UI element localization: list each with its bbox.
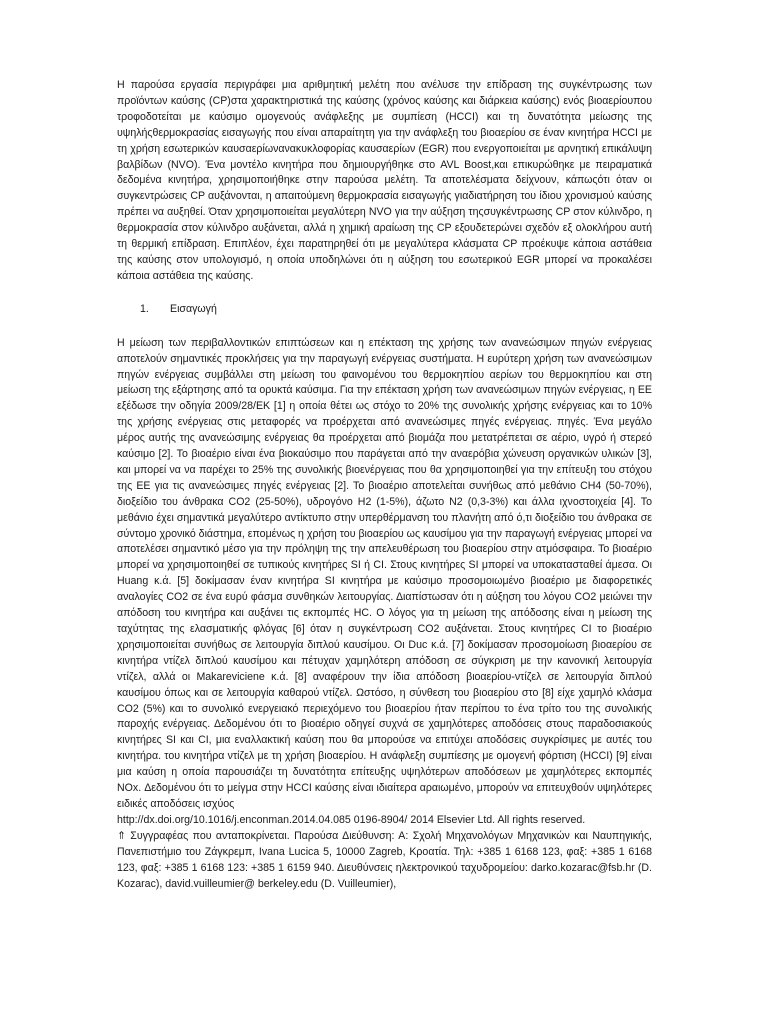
section-heading [117, 302, 652, 318]
abstract-paragraph: Η παρούσα εργασία περιγράφει μια αριθμητική μελέτη που ανέλυσε την επίδραση της συγκέντρωσης των προϊόντων καύσης (CP)στα χαρακτηριστικά της καύσης (χρόνος καύσης και διάρκεια καύσης) ενός βιοαερίουπου τροφοδοτείται με καύσιμο ομογενούς ανάφλεξης με συμπίεση (HCCI) και τη δυνατότητα μείωσης της υψηλήςθερμοκρασίας εισαγωγής που είναι απαραίτητη για την ανάφλεξη του βιοαερίου σε έναν κινητήρα HCCI με τη χρήση εσωτερικών καυσαερίωνανακυκλοφορίας καυσαερίων (EGR) που ενεργοποιείται με αρνητική επικάλυψη βαλβίδων (NVO). Ένα μοντέλο κινητήρα που δημιουργήθηκε στο AVL Boost,και επικυρώθηκε με πειραματικά δεδομένα κινητήρα, χρησιμοποιήθηκε στην παρούσα μελέτη. Τα αποτελέσματα δείχνουν, κάπωςότι όταν οι συγκεντρώσεις CP αυξάνονται, η απαιτούμενη θερμοκρασία εισαγωγής γιαδιατήρηση του ίδιου χρονισμού καύσης πρέπει να αυξηθεί. Όταν χρησιμοποιείται μεγαλύτερη NVO για την αύξηση τηςσυγκέντρωσης CP στον κύλινδρο, η θερμοκρασία στον κύλινδρο αυξάνεται, αλλά η χημική αραίωση της CP εξουδετερώνει σχεδόν εξ ολοκλήρου αυτή τη θερμική επίδραση. Επιπλέον, έχει παρατηρηθεί ότι με μεγαλύτερα κλάσματα CP προέκυψε κάποια αστάθεια της καύσης στον υπολογισμό, η οποία υποδηλώνει ότι η αύξηση του εσωτερικού EGR μπορεί να προκαλέσει κάποια αστάθεια της καύσης. [117, 79, 652, 282]
section-title: Εισαγωγή [170, 302, 217, 315]
document-page [117, 78, 652, 892]
doi-line: http://dx.doi.org/10.1016/j.enconman.2014.04.085 0196-8904/ 2014 Elsevier Ltd. All rights reserved. [117, 813, 586, 826]
section-number: 1. [140, 302, 149, 315]
introduction-paragraph: Η μείωση των περιβαλλοντικών επιπτώσεων και η επέκταση της χρήσης των ανανεώσιμων πηγών ενέργειας αποτελούν σημαντικές προκλήσεις για την παραγωγή ενέργειας συστήματα. Η ευρύτερη χρήση των ανανεώσιμων πηγών ενέργειας συμβάλλει στη μείωση του φαινομένου του θερμοκηπίου αερίων του θερμοκηπίου και στη μείωση της εξάρτησης από τα ορυκτά καύσιμα. Για την επέκταση χρήση των ανανεώσιμων πηγών ενέργειας, η ΕΕ εξέδωσε την οδηγία 2009/28/EK [1] η οποία θέτει ως στόχο το 20% της συνολικής χρήσης ενέργειας και το 10% της χρήσης ενέργειας στις μεταφορές να προέρχεται από ανανεώσιμες πηγές ενέργειας. πηγές. Ένα μεγάλο μέρος αυτής της ανανεώσιμης ενέργειας θα προέρχεται από βιομάζα που μετατρέπεται σε αέριο, υγρό ή στερεό καύσιμο [2]. Το βιοαέριο είναι ένα βιοκαύσιμο που παράγεται από την αναερόβια χώνευση οργανικών υλικών [3], και μπορεί να να παρέχει το 25% της συνολικής βιοενέργειας που θα χρησιμοποιηθεί για την επίτευξη του στόχου της ΕΕ για τις ανανεώσιμες πηγές ενέργειας [2]. Το βιοαέριο αποτελείται συνήθως από μεθάνιο CH4 (50-70%), διοξείδιο του άνθρακα CO2 (25-50%), υδρογόνο H2 (1-5%), άζωτο N2 (0,3-3%) και άλλα ιχνοστοιχεία [4]. Το μεθάνιο έχει σημαντικά μεγαλύτερο αντίκτυπο στην υπερθέρμανση του πλανήτη από ό,τι διοξείδιο του άνθρακα σε σύντομο χρονικό διάστημα, επομένως η χρήση του βιοαερίου ως καυσίμου για την παραγωγή ενέργειας μπορεί να αποτελέσει σημαντικό μέσο για την πρόληψη της την απελευθέρωση του βιοαερίου στην ατμόσφαιρα. Το βιοαέριο μπορεί να χρησιμοποιηθεί σε τυπικούς κινητήρες SI ή CI. Στους κινητήρες SI μπορεί να υποκατασταθεί άμεσα. Οι Huang κ.ά. [5] δοκίμασαν έναν κινητήρα SI κινητήρα με καύσιμο προσομοιωμένο βιοαέριο με διαφορετικές αναλογίες CO2 σε ένα ευρύ φάσμα συνθηκών λειτουργίας. Διαπίστωσαν ότι η αύξηση του λόγου CO2 μειώνει την απόδοση του κινητήρα και αυξάνει τις εκπομπές HC. Ο λόγος για τη μείωση της απόδοσης είναι η μείωση της ταχύτητας της ελασματικής φλόγας [6] όταν η συγκέντρωση CO2 αυξάνεται. Στους κινητήρες CI το βιοαέριο χρησιμοποιείται συνήθως σε λειτουργία διπλού καυσίμου. Οι Duc κ.ά. [7] δοκίμασαν προσομοίωση βιοαερίου σε κινητήρα ντίζελ διπλού καυσίμου και πέτυχαν χαμηλότερη απόδοση σε σύγκριση με την κανονική λειτουργία ντίζελ, αλλά οι Makareviciene κ.ά. [8] αναφέρουν την ίδια απόδοση βιοαερίου-ντίζελ σε λειτουργία διπλού καυσίμου όπως και σε λειτουργία καθαρού ντίζελ. Ωστόσο, η σύνθεση του βιοαερίου στο [8] είχε χαμηλό κλάσμα CO2 (5%) και το συνολικό ενεργειακό περιεχόμενο του βιοαερίου ήταν περίπου το ένα τρίτο του της συνολικής παροχής ενέργειας. Δεδομένου ότι το βιοαέριο οδηγεί συχνά σε χαμηλότερες αποδόσεις στους παραδοσιακούς κινητήρες SI και CI, μια εναλλακτική καύση που θα μπορούσε να επιτύχει αποδόσεις συγκρίσιμες με αυτές του κινητήρα. του κινητήρα ντίζελ με τη χρήση βιοαερίου. Η ανάφλεξη συμπίεσης με ομογενή φόρτιση (HCCI) [9] είναι μια καύση η οποία παρουσιάζει τη δυνατότητα επίτευξης υψηλότερων αποδόσεων με χαμηλότερες εκπομπές NOx. Δεδομένου ότι το μείγμα στην HCCI καύσης είναι ιδιαίτερα αραιωμένο, μπορούν να επιτευχθούν υψηλότερες ειδικές αποδόσεις ισχύος [117, 336, 652, 810]
corresponding-author-note: ⇑ Συγγραφέας που ανταποκρίνεται. Παρούσα Διεύθυνση: Α: Σχολή Μηχανολόγων Μηχανικών και Ναυπηγικής, Πανεπιστήμιο του Ζάγκρεμπ, Ivana Lucica 5, 10000 Zagreb, Κροατία. Τηλ: +385 1 6168 123, φαξ: +385 1 6168 123, φαξ: +385 1 6168 123: +385 1 6159 940. Διευθύνσεις ηλεκτρονικού ταχυδρομείου: darko.kozarac@fsb.hr (D. Kozarac), david.vuilleumier@ berkeley.edu (D. Vuilleumier), [117, 829, 652, 890]
